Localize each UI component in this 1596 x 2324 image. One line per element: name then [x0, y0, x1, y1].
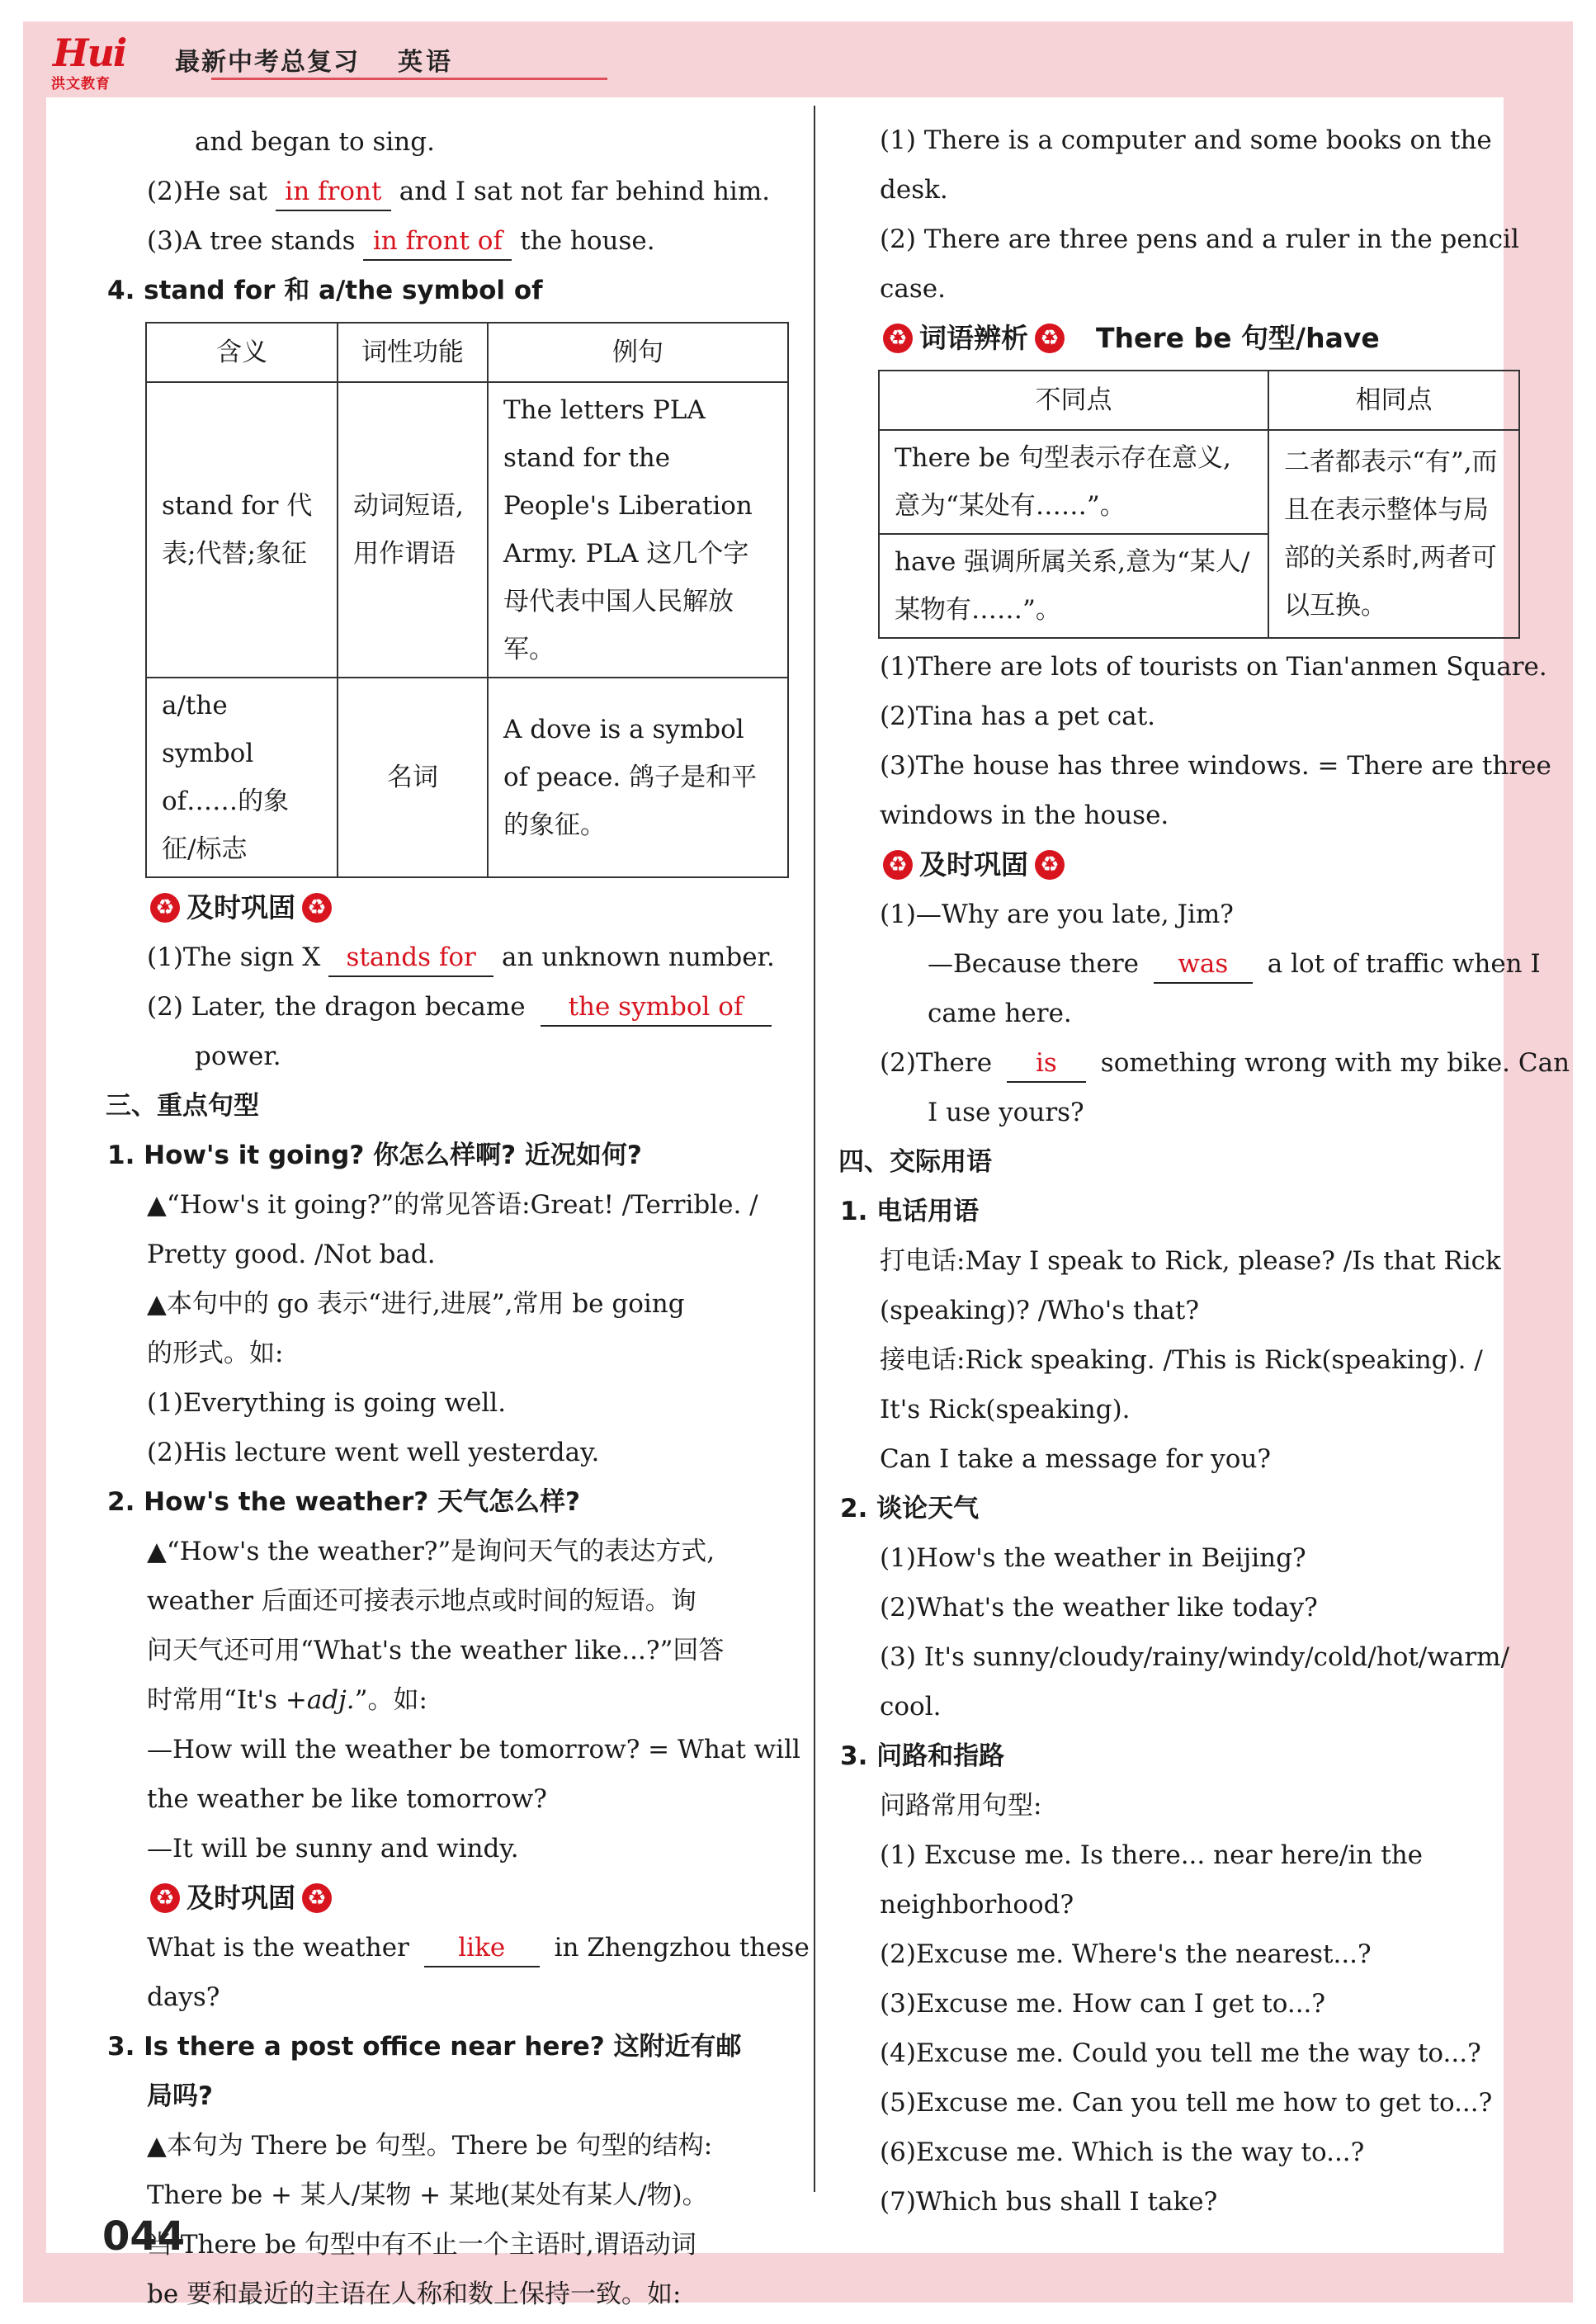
- recycle-icon: ♻: [883, 850, 913, 880]
- text-line: (3)Excuse me. How can I get to...?: [880, 1989, 1326, 2019]
- example-line: (2)His lecture went well yesterday.: [147, 1438, 600, 1467]
- text-line: be 要和最近的主语在人称和数上保持一致。如:: [147, 2279, 682, 2309]
- table-cell: 名词: [338, 678, 488, 877]
- text-line: (speaking)? /Who's that?: [880, 1296, 1199, 1325]
- table-row: [146, 382, 788, 678]
- exercise-line: What is the weather like in Zhengzhou these: [107, 1923, 789, 1972]
- column-divider: [814, 106, 815, 2192]
- text-line: Pretty good. /Not bad.: [147, 1240, 436, 1269]
- exercise-line: (2)There is something wrong with my bike. Can: [840, 1038, 1518, 1088]
- exercise-line: (3)A tree stands in front of the house.: [107, 216, 789, 266]
- text-line: 接电话:Rick speaking. /This is Rick(speaking). /: [880, 1345, 1483, 1375]
- answer-blank: is: [1007, 1045, 1086, 1083]
- text-line: neighborhood?: [880, 1890, 1074, 1920]
- text-line: ▲“How's the weather?”是询问天气的表达方式,: [147, 1537, 715, 1566]
- example-line: (2) There are three pens and a ruler in the pencil: [880, 224, 1519, 254]
- recycle-icon: ♻: [302, 1883, 332, 1913]
- table-cell: 二者都表示“有”,而且在表示整体与局部的关系时,两者可以互换。: [1268, 430, 1519, 638]
- table-header-row: [879, 371, 1519, 430]
- exercise-line: —Because there was a lot of traffic when I: [840, 939, 1518, 989]
- example-line: (1)There are lots of tourists on Tian'anmen Square.: [880, 652, 1547, 682]
- table-header-row: [146, 323, 788, 382]
- text-line: cool.: [880, 1692, 942, 1722]
- distinguish-table: [878, 370, 1520, 639]
- exercise-line: (1)The sign X stands for an unknown number.: [107, 933, 789, 982]
- page-number: 044: [102, 2213, 186, 2260]
- logo-brand: 洪文教育: [51, 76, 111, 92]
- table-header: 相同点: [1268, 371, 1519, 430]
- answer-blank: was: [1154, 946, 1253, 984]
- answer-blank: like: [424, 1930, 540, 1967]
- recycle-icon: ♻: [1035, 324, 1065, 353]
- text-line: (7)Which bus shall I take?: [880, 2187, 1218, 2217]
- item-heading: 3. 问路和指路: [840, 1741, 1005, 1771]
- table-header: 例句: [488, 323, 788, 382]
- right-column: [838, 116, 1570, 2227]
- example-line: the weather be like tomorrow?: [147, 1784, 547, 1814]
- example-line: (3)The house has three windows. = There are three: [880, 751, 1551, 781]
- left-column: [106, 116, 810, 2319]
- table-row: [879, 430, 1519, 534]
- text-line: It's Rick(speaking).: [880, 1395, 1131, 1424]
- comparison-table: [145, 322, 789, 878]
- text-line: (3) It's sunny/cloudy/rainy/windy/cold/hot/warm/: [880, 1642, 1510, 1672]
- item-heading: 2. 谈论天气: [840, 1494, 980, 1523]
- text-line: There be + 某人/某物 + 某地(某处有某人/物)。: [147, 2180, 708, 2210]
- text-line: 时常用“It's +adj.”。如:: [147, 1685, 427, 1715]
- example-line: —How will the weather be tomorrow? = What will: [147, 1735, 800, 1764]
- exercise-line: (1)—Why are you late, Jim?: [880, 900, 1234, 929]
- text-line: 打电话:May I speak to Rick, please? /Is that Rick: [880, 1246, 1501, 1276]
- example-line: windows in the house.: [880, 801, 1169, 830]
- item-heading: 局吗?: [147, 2081, 213, 2111]
- distinguish-heading: ♻ 词语辨析 ♻ There be 句型/have: [876, 314, 1518, 363]
- item-heading: 1. 电话用语: [840, 1197, 980, 1226]
- example-line: —It will be sunny and windy.: [147, 1834, 519, 1863]
- item-heading: 3. Is there a post office near here? 这附近有邮: [107, 2032, 742, 2062]
- example-line: (1)Everything is going well.: [147, 1388, 507, 1418]
- recycle-icon: ♻: [302, 893, 332, 923]
- consolidate-heading: ♻ 及时巩固 ♻: [144, 883, 789, 933]
- header-underline: [211, 78, 607, 80]
- text-line: I use yours?: [928, 1098, 1084, 1127]
- text-line: (2)What's the weather like today?: [880, 1593, 1318, 1623]
- text-line: (6)Excuse me. Which is the way to...?: [880, 2137, 1365, 2167]
- section-heading: 四、交际用语: [838, 1147, 992, 1177]
- recycle-icon: ♻: [150, 1883, 180, 1913]
- table-cell: There be 句型表示存在意义,意为“某处有……”。: [879, 430, 1268, 534]
- table-header: 不同点: [879, 371, 1268, 430]
- text-line: and began to sing.: [195, 127, 435, 157]
- example-line: case.: [880, 274, 946, 304]
- recycle-icon: ♻: [150, 893, 180, 923]
- consolidate-heading: ♻ 及时巩固 ♻: [876, 840, 1518, 890]
- table-cell: stand for 代表;代替;象征: [146, 382, 338, 678]
- text-line: ▲本句中的 go 表示“进行,进展”,常用 be going: [147, 1289, 685, 1319]
- example-line: desk.: [880, 175, 948, 205]
- table-cell: 动词短语,用作谓语: [338, 382, 488, 678]
- consolidate-heading: ♻ 及时巩固 ♻: [144, 1873, 789, 1923]
- table-header: 含义: [146, 323, 338, 382]
- exercise-line: (2)He sat in front and I sat not far behind him.: [107, 167, 789, 216]
- book-title: 最新中考总复习: [175, 48, 360, 77]
- text-line: 问天气还可用“What's the weather like...?”回答: [147, 1636, 725, 1665]
- text-line: (1)How's the weather in Beijing?: [880, 1543, 1306, 1573]
- text-line: power.: [195, 1042, 281, 1071]
- text-line: (5)Excuse me. Can you tell me how to get to...?: [880, 2088, 1493, 2118]
- text-line: Can I take a message for you?: [880, 1444, 1272, 1474]
- answer-blank: the symbol of: [541, 989, 772, 1027]
- text-line: days?: [147, 1982, 220, 2012]
- text-line: (2)Excuse me. Where's the nearest...?: [880, 1939, 1372, 1969]
- exercise-line: (2) Later, the dragon became the symbol of: [107, 982, 789, 1032]
- text-line: 的形式。如:: [147, 1339, 284, 1368]
- answer-blank: in front: [276, 173, 391, 211]
- table-header: 词性功能: [338, 323, 488, 382]
- answer-blank: in front of: [363, 223, 512, 261]
- publisher-logo: [46, 27, 145, 92]
- page-header: [46, 21, 954, 97]
- text-line: came here.: [928, 999, 1072, 1028]
- item-heading: 2. How's the weather? 天气怎么样?: [107, 1487, 580, 1517]
- table-cell: The letters PLA stand for the People's Liberation Army. PLA 这几个字母代表中国人民解放军。: [488, 382, 788, 678]
- text-line: 当 There be 句型中有不止一个主语时,谓语动词: [147, 2230, 696, 2260]
- table-row: [146, 678, 788, 877]
- example-line: (1) There is a computer and some books on the: [880, 125, 1492, 155]
- table-cell: A dove is a symbol of peace. 鸽子是和平的象征。: [488, 678, 788, 877]
- item-heading: 1. How's it going? 你怎么样啊? 近况如何?: [107, 1141, 642, 1170]
- logo-mark: Hui: [53, 31, 126, 75]
- answer-blank: stands for: [328, 939, 493, 977]
- text-line: ▲“How's it going?”的常见答语:Great! /Terrible. /: [147, 1190, 758, 1220]
- example-line: (2)Tina has a pet cat.: [880, 701, 1156, 731]
- text-line: (1) Excuse me. Is there... near here/in the: [880, 1840, 1424, 1870]
- text-line: (4)Excuse me. Could you tell me the way to...?: [880, 2038, 1481, 2068]
- recycle-icon: ♻: [883, 324, 913, 353]
- item-heading: 4. stand for 和 a/the symbol of: [107, 276, 543, 305]
- text-line: 问路常用句型:: [880, 1791, 1042, 1821]
- subject-title: 英语: [398, 48, 454, 77]
- table-cell: have 强调所属关系,意为“某人/某物有……”。: [879, 534, 1268, 638]
- section-heading: 三、重点句型: [106, 1091, 259, 1121]
- text-line: weather 后面还可接表示地点或时间的短语。询: [147, 1586, 696, 1616]
- recycle-icon: ♻: [1035, 850, 1065, 880]
- table-cell: a/the symbol of……的象征/标志: [146, 678, 338, 877]
- text-line: ▲本句为 There be 句型。There be 句型的结构:: [147, 2131, 713, 2161]
